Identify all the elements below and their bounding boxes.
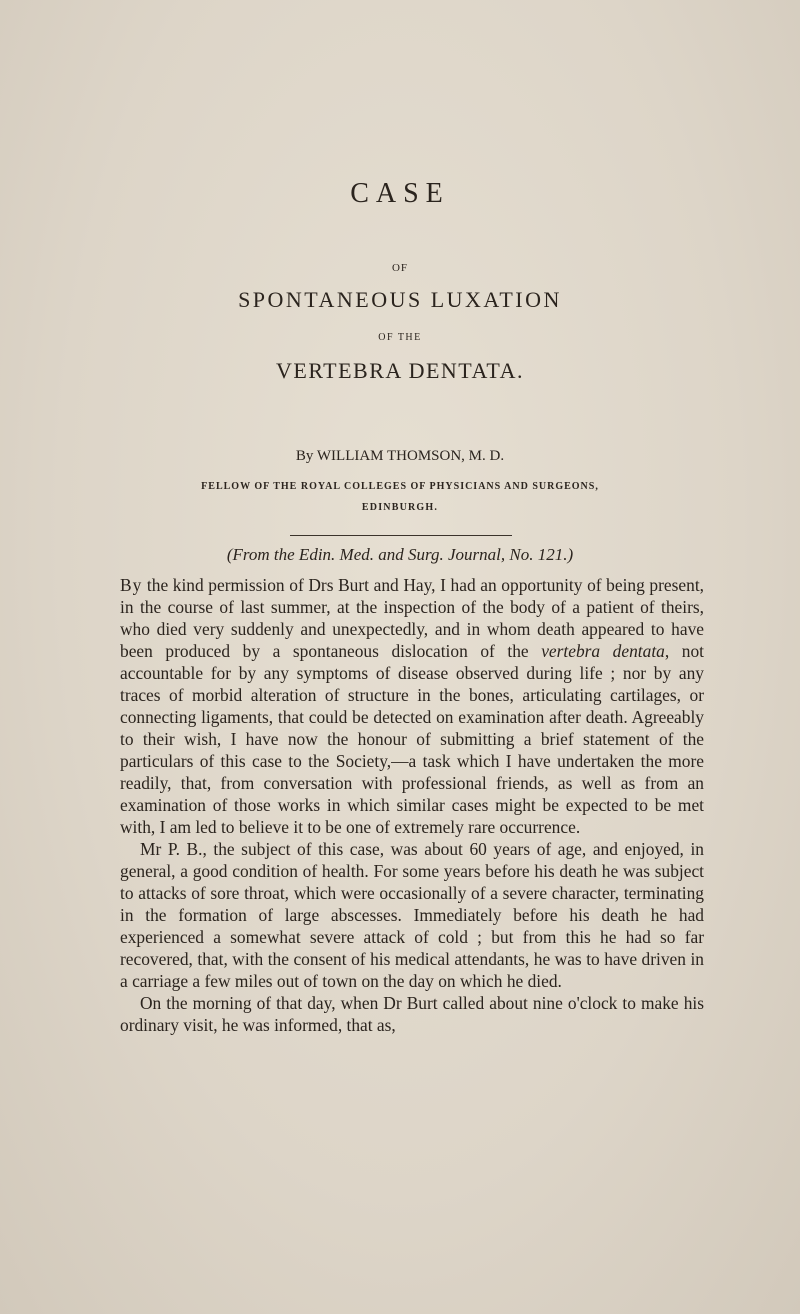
city-line: EDINBURGH.	[361, 502, 439, 513]
paragraph-1-text-b: , not accountable for by any symptoms of disease observed during life ; nor by any traces of morbid alteration of structure in the bones, articulating cartilages, or connecting ligaments, that could be detected on examination after death. Agreeably to their wish, I have now the honour of submitting a brief statement of the particulars of this case to the Society,—a task which I have undertaken the more readily, that, from conversation with professional friends, as well as from an examination of those works in which similar cases might be expected to be met with, I am led to believe it to be one of extremely rare occurrence.	[120, 641, 704, 837]
paragraph-1-text-a: the kind permission of Drs Burt and Hay, I had an opportunity of being present, in the course of last summer, at the inspection of the body of a patient of theirs, who died very suddenly and unexpectedly, and in whom death appeared to have been produced by a spontaneous dislocation of the	[120, 575, 704, 661]
author-line: By WILLIAM THOMSON, M. D.	[295, 448, 505, 464]
divider-rule	[290, 535, 512, 536]
title-case: CASE	[350, 178, 450, 209]
paragraph-2: Mr P. B., the subject of this case, was about 60 years of age, and enjoyed, in general, a good condition of health. For some years before his death he was subject to attacks of sore throat, which were occasionally of a severe character, terminating in the formation of large abscesses. Immediately before his death he had experienced a somewhat severe attack of cold ; but from this he had so far recovered, that, with the consent of his medical attendants, he was to have driven in a carriage a few miles out of town on the day on which he died.	[120, 839, 704, 991]
fellowship-line: FELLOW OF THE ROYAL COLLEGES OF PHYSICIANS AND SURGEONS,	[201, 481, 599, 492]
title-of: OF	[391, 262, 409, 274]
paragraph-1-first-word: By	[120, 575, 143, 595]
source-citation: (From the Edin. Med. and Surg. Journal, No. 121.)	[226, 545, 574, 564]
body-text	[120, 574, 704, 1036]
paragraph-1	[120, 574, 704, 838]
paragraph-3: On the morning of that day, when Dr Burt called about nine o'clock to make his ordinary visit, he was informed, that as,	[120, 993, 704, 1035]
title-of-the: OF THE	[378, 332, 422, 343]
paragraph-1-italic: vertebra dentata	[541, 641, 665, 661]
title-vertebra: VERTEBRA DENTATA.	[276, 358, 524, 383]
title-subject: SPONTANEOUS LUXATION	[238, 287, 562, 312]
